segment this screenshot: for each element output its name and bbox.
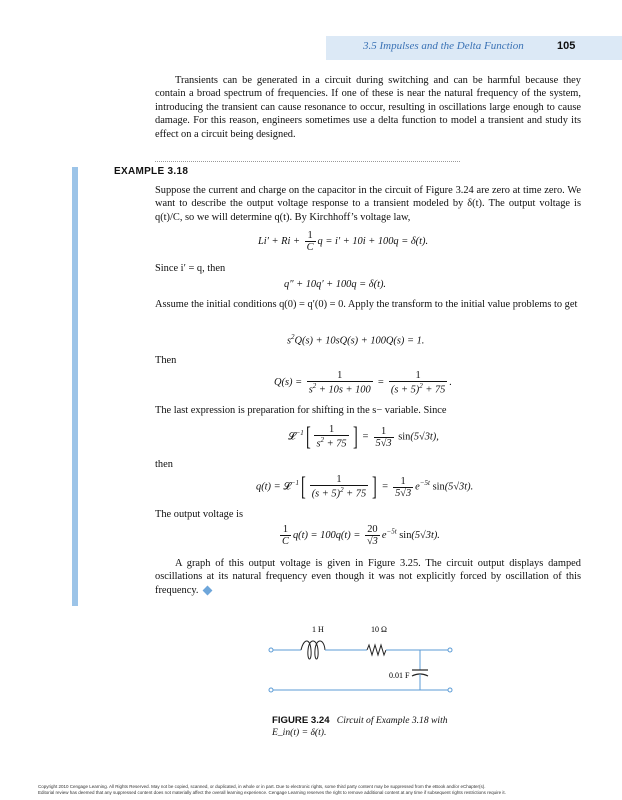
running-header: 3.5 Impulses and the Delta Function bbox=[363, 40, 524, 52]
example-sidebar-bar bbox=[72, 167, 78, 606]
equation-q-of-s: Q(s) = $\frac{1}{s^2 + 10s + 100}$ = $\frac{1}{(s + 5)^2 + 75}$ . bbox=[274, 370, 452, 396]
terminal-in-top bbox=[269, 648, 273, 652]
example-text: A graph of this output voltage is given in Figure 3.25. The circuit output displays damped oscillations at its natural frequency even though it was not explicitly forced by oscillation of this frequency. bbox=[155, 558, 581, 596]
equation-inverse-transform: 𝓛$^{-1}$[ $\frac{1}{s^2 + 75}$ ] = $\frac{1}{5√3}$ sin(5√3t), bbox=[288, 422, 439, 451]
resistor-symbol bbox=[367, 645, 386, 655]
example-paragraph-8 bbox=[155, 557, 581, 597]
figure-caption-line2: E_in(t) = δ(t). bbox=[272, 727, 327, 738]
example-text: The last expression is preparation for shifting in the s− variable. Since bbox=[155, 405, 447, 416]
example-text: Suppose the current and charge on the capacitor in the circuit of Figure 3.24 are zero at time zero. We want to describe the output voltage response to a transient modeled by δ(t). The output voltage is q(t)/C, so we will determine q(t). By Kirchhoff’s voltage law, bbox=[155, 185, 581, 223]
example-text: Since i′ = q, then bbox=[155, 263, 226, 274]
end-of-example-diamond-icon bbox=[203, 585, 213, 595]
footer-line-2: Editorial review has deemed that any suppressed content does not materially affect the overall learning experience. Cengage Learning reserves the right to remove additional content at any time if subsequent rights restrictions require it. bbox=[38, 790, 506, 795]
example-text: Then bbox=[155, 355, 177, 366]
example-paragraph-1 bbox=[155, 184, 581, 224]
example-paragraph-6 bbox=[155, 458, 581, 471]
equation-q-of-t: q(t) = 𝓛$^{-1}$[ $\frac{1}{(s + 5)^2 + 75}$ ] = $\frac{1}{5√3}$ $e^{-5t}$ sin(5√3t). bbox=[256, 472, 474, 501]
equation-output-voltage: $\frac{1}{C}$ q(t) = 100q(t) = $\frac{20}{√3}$ $e^{-5t}$ sin(5√3t). bbox=[282, 524, 440, 547]
example-text: The output voltage is bbox=[155, 509, 244, 520]
example-text: Assume the initial conditions q(0) = q′(0) = 0. Apply the transform to the initial value problems to get bbox=[155, 299, 578, 310]
intro-paragraph: Transients can be generated in a circuit during switching and can be harmful because they contain a broad spectrum of frequencies. If one of these is near the natural frequency of the system, introducing the transient can cause resonance to occur, resulting in oscillations large enough to cause damage. For this reason, engineers sometimes use a delta function to model a transient and study its effect on a circuit being designed. bbox=[155, 75, 581, 140]
resistor-label: 10 Ω bbox=[371, 625, 387, 634]
copyright-footer bbox=[38, 784, 588, 796]
example-paragraph-2 bbox=[155, 262, 581, 275]
terminal-out-top bbox=[448, 648, 452, 652]
intro-section bbox=[155, 74, 581, 141]
example-paragraph-4 bbox=[155, 354, 581, 367]
equation-transform: $s^2Q(s) + 10sQ(s) + 100Q(s) = 1$. bbox=[287, 333, 425, 347]
capacitor-label: 0.01 F bbox=[389, 671, 410, 680]
section-divider bbox=[155, 161, 460, 162]
figure-caption-label: FIGURE 3.24 bbox=[272, 715, 330, 726]
example-paragraph-3 bbox=[155, 298, 581, 311]
equation-second-order: q″ + 10q′ + 100q = δ(t). bbox=[284, 279, 387, 290]
equation-kirchhoff: Li′ + Ri + $\frac{1}{C}$ q = i′ + 10i + 100q = δ(t). bbox=[258, 230, 429, 253]
example-paragraph-7 bbox=[155, 508, 581, 521]
figure-caption bbox=[272, 715, 482, 739]
inductor-label: 1 H bbox=[312, 625, 324, 634]
circuit-figure bbox=[265, 618, 465, 713]
example-paragraph-5 bbox=[155, 404, 581, 417]
figure-caption-text: Circuit of Example 3.18 with bbox=[336, 715, 448, 726]
terminal-out-bottom bbox=[448, 688, 452, 692]
page-number: 105 bbox=[557, 40, 576, 52]
footer-line-1: Copyright 2010 Cengage Learning. All Rights Reserved. May not be copied, scanned, or duplicated, in whole or in part. Due to electronic rights, some third party content may be suppressed from the eBook and/or eChapter(s). bbox=[38, 784, 486, 789]
inductor-symbol bbox=[301, 641, 325, 659]
example-label: EXAMPLE 3.18 bbox=[114, 166, 189, 177]
example-text: then bbox=[155, 459, 173, 470]
terminal-in-bottom bbox=[269, 688, 273, 692]
